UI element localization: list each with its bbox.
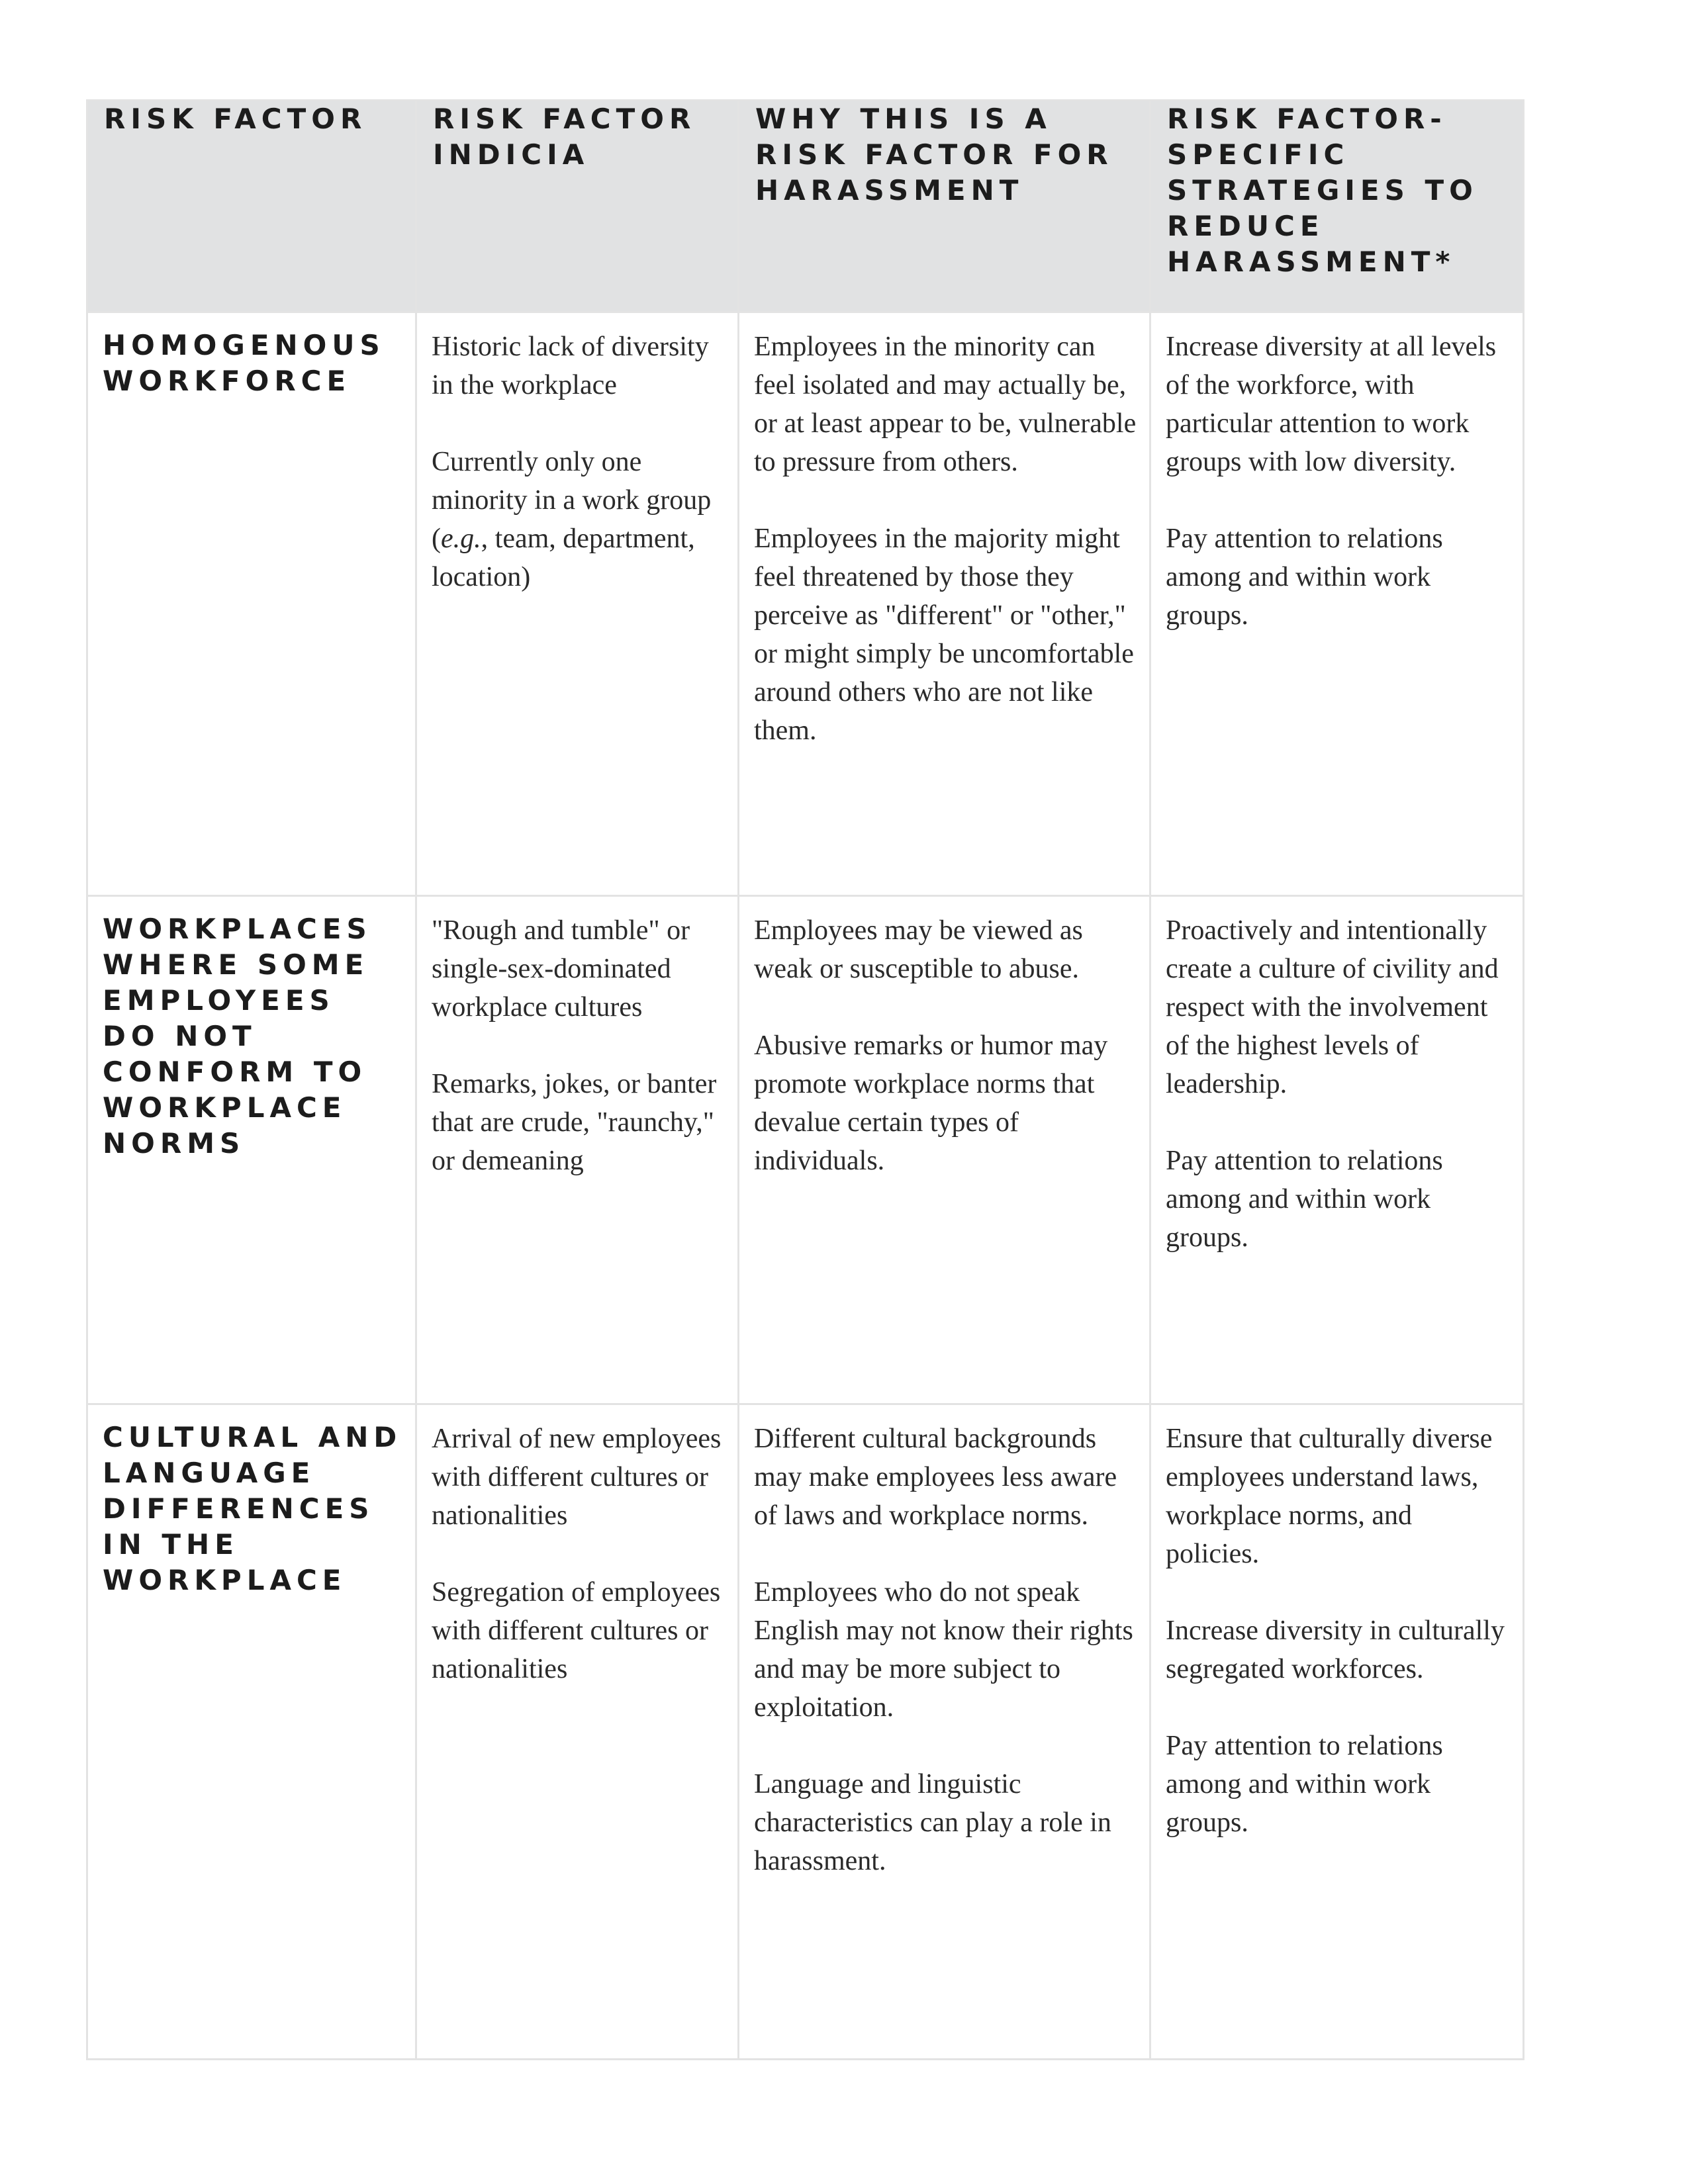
strategy-paragraph: Pay attention to relations among and within work groups. [1166, 523, 1443, 631]
strategy-paragraph: Proactively and intentionally create a culture of civility and respect with the involvement of the highest levels of leadership. [1166, 915, 1499, 1099]
risk-factor-cell: HOMOGENOUS WORKFORCE [87, 312, 416, 896]
why-paragraph: Language and linguistic characteristics can play a role in harassment. [754, 1769, 1111, 1876]
strategy-paragraph: Pay attention to relations among and within work groups. [1166, 1146, 1443, 1253]
strategy-paragraph: Increase diversity in culturally segregated workforces. [1166, 1615, 1505, 1684]
header-strategies: RISK FACTOR-SPECIFIC STRATEGIES TO REDUCE HARASSMENT* [1150, 101, 1524, 312]
why-paragraph: Employees in the majority might feel threatened by those they perceive as "different" or "other," or might simply be uncomfortable around others who are not like them. [754, 523, 1134, 746]
header-risk-factor: RISK FACTOR [87, 101, 416, 312]
indicia-text: Currently only one minority in a work group ( [432, 447, 712, 554]
indicia-cell [416, 896, 739, 1404]
strategy-paragraph: Pay attention to relations among and within work groups. [1166, 1731, 1443, 1838]
why-paragraph: Employees may be viewed as weak or susceptible to abuse. [754, 915, 1083, 984]
table-row [87, 1404, 1524, 2060]
indicia-paragraph: Arrival of new employees with different cultures or nationalities [432, 1424, 722, 1531]
indicia-paragraph: Segregation of employees with different cultures or nationalities [432, 1577, 721, 1684]
risk-factor-table [86, 99, 1524, 2060]
why-cell [739, 896, 1150, 1404]
indicia-cell [416, 1404, 739, 2060]
indicia-paragraph: Historic lack of diversity in the workplace [432, 332, 709, 400]
indicia-cell [416, 312, 739, 896]
why-cell [739, 1404, 1150, 2060]
why-paragraph: Employees who do not speak English may not know their rights and may be more subject to exploitation. [754, 1577, 1133, 1723]
table-header-row [87, 101, 1524, 312]
strategy-paragraph: Increase diversity at all levels of the workforce, with particular attention to work groups with low diversity. [1166, 332, 1497, 477]
why-cell [739, 312, 1150, 896]
indicia-paragraph: Remarks, jokes, or banter that are crude, "raunchy," or demeaning [432, 1069, 717, 1176]
strategy-paragraph: Ensure that culturally diverse employees understand laws, workplace norms, and policies. [1166, 1424, 1493, 1569]
strategies-cell [1150, 312, 1524, 896]
header-why-risk-factor: WHY THIS IS A RISK FACTOR FOR HARASSMENT [739, 101, 1150, 312]
header-risk-factor-indicia: RISK FACTOR INDICIA [416, 101, 739, 312]
risk-factor-cell: WORKPLACES WHERE SOME EMPLOYEES DO NOT CONFORM TO WORKPLACE NORMS [87, 896, 416, 1404]
strategies-cell [1150, 896, 1524, 1404]
strategies-cell [1150, 1404, 1524, 2060]
why-paragraph: Abusive remarks or humor may promote workplace norms that devalue certain types of individuals. [754, 1030, 1108, 1176]
why-paragraph: Employees in the minority can feel isolated and may actually be, or at least appear to be, vulnerable to pressure from others. [754, 332, 1137, 477]
table-row [87, 896, 1524, 1404]
eg-italic-text: e.g. [441, 523, 481, 554]
table-row [87, 312, 1524, 896]
indicia-paragraph: "Rough and tumble" or single-sex-dominated workplace cultures [432, 915, 690, 1023]
why-paragraph: Different cultural backgrounds may make employees less aware of laws and workplace norms. [754, 1424, 1117, 1531]
risk-factor-cell: CULTURAL AND LANGUAGE DIFFERENCES IN THE WORKPLACE [87, 1404, 416, 2060]
indicia-text: , team, department, location) [432, 523, 695, 592]
indicia-paragraph-eg [432, 443, 727, 596]
